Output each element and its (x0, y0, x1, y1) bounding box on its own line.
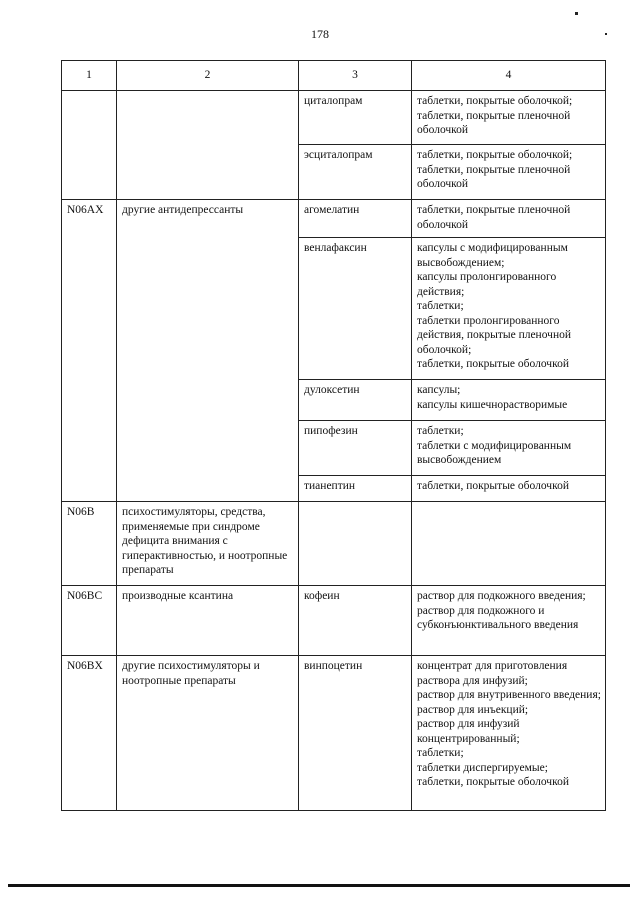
scan-speck (575, 12, 578, 15)
substance-cell: венлафаксин (299, 238, 412, 380)
group-name-cell: другие психостимуляторы и ноотропные препараты (117, 656, 299, 811)
column-header: 1 (62, 61, 117, 91)
group-name-cell: производные ксантина (117, 586, 299, 656)
dosage-forms-cell: капсулы; капсулы кишечнорастворимые (412, 380, 606, 421)
medicines-table (61, 60, 606, 811)
column-header: 4 (412, 61, 606, 91)
table-row (62, 502, 606, 586)
atc-code-cell: N06BX (62, 656, 117, 811)
substance-cell: винпоцетин (299, 656, 412, 811)
column-header: 3 (299, 61, 412, 91)
substance-cell: пипофезин (299, 421, 412, 476)
atc-code-cell: N06BC (62, 586, 117, 656)
dosage-forms-cell: раствор для подкожного введения; раствор для подкожного и субконъюнктивального введения (412, 586, 606, 656)
table-row (62, 586, 606, 656)
atc-code-cell: N06B (62, 502, 117, 586)
group-name-cell: другие антидепрессанты (117, 200, 299, 502)
dosage-forms-cell: таблетки, покрытые оболочкой (412, 476, 606, 502)
dosage-forms-cell: таблетки; таблетки с модифицированным высвобождением (412, 421, 606, 476)
scan-speck (605, 33, 607, 35)
dosage-forms-cell: таблетки, покрытые пленочной оболочкой (412, 200, 606, 238)
substance-cell (299, 502, 412, 586)
table-row (62, 656, 606, 811)
substance-cell: кофеин (299, 586, 412, 656)
group-name-cell (117, 91, 299, 200)
substance-cell: агомелатин (299, 200, 412, 238)
dosage-forms-cell: таблетки, покрытые оболочкой; таблетки, покрытые пленочной оболочкой (412, 91, 606, 145)
table-header-row (62, 61, 606, 91)
substance-cell: эсциталопрам (299, 145, 412, 200)
group-name-cell: психостимуляторы, средства, применяемые при синдроме дефицита внимания с гиперактивностью, и ноотропные препараты (117, 502, 299, 586)
page-number: 178 (311, 27, 329, 41)
substance-cell: циталопрам (299, 91, 412, 145)
dosage-forms-cell: концентрат для приготовления раствора для инфузий; раствор для внутривенного введения; раствор для инъекций; раствор для инфузий концентрированный; таблетки; таблетки диспергируемые; таблетки, покрытые оболочкой (412, 656, 606, 811)
dosage-forms-cell: капсулы с модифицированным высвобождением; капсулы пролонгированного действия; таблетки; таблетки пролонгированного действия, покрытые пленочной оболочкой; таблетки, покрытые оболочкой (412, 238, 606, 380)
substance-cell: тианептин (299, 476, 412, 502)
table-row (62, 91, 606, 145)
column-header: 2 (117, 61, 299, 91)
table-row (62, 200, 606, 238)
atc-code-cell (62, 91, 117, 200)
dosage-forms-cell (412, 502, 606, 586)
dosage-forms-cell: таблетки, покрытые оболочкой; таблетки, покрытые пленочной оболочкой (412, 145, 606, 200)
atc-code-cell: N06AX (62, 200, 117, 502)
substance-cell: дулоксетин (299, 380, 412, 421)
bottom-rule (8, 884, 630, 887)
